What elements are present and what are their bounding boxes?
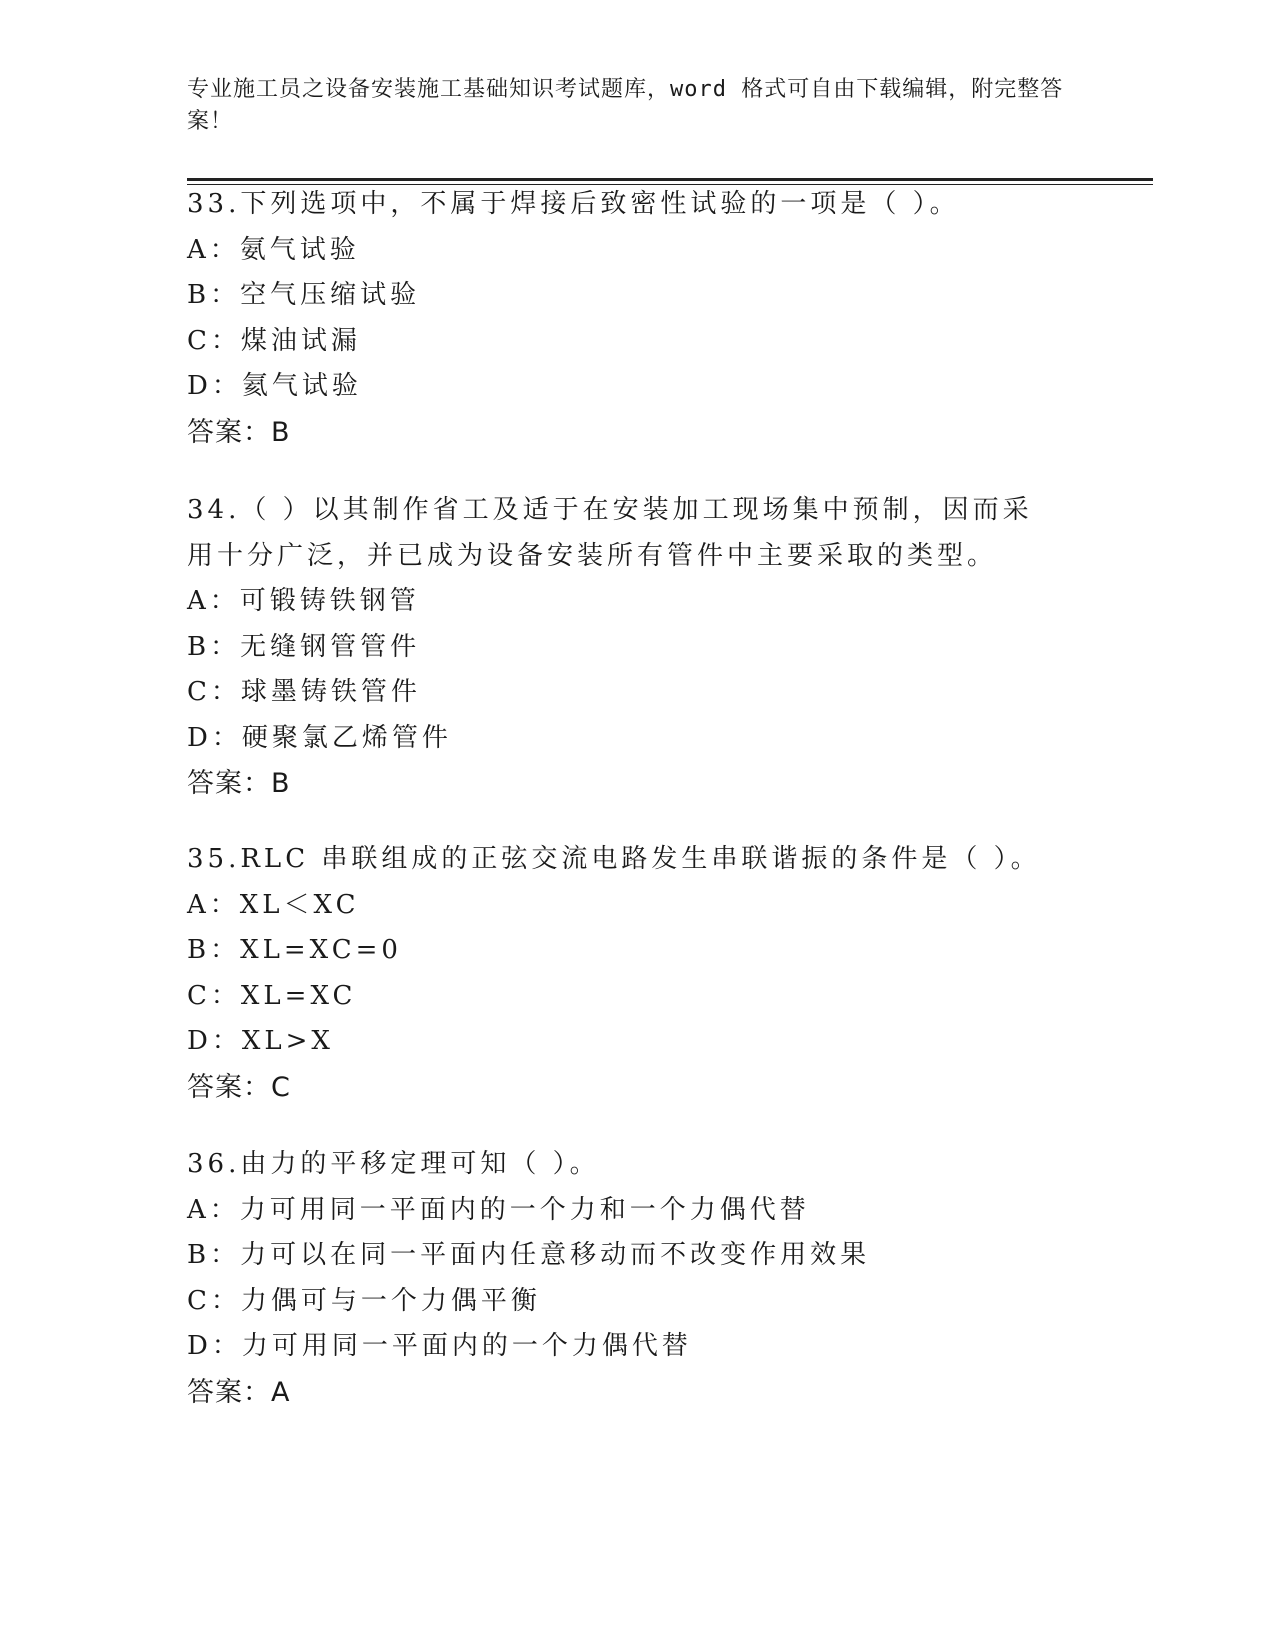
option-a: A：XL＜XC bbox=[187, 889, 360, 920]
option-b: B：无缝钢管管件 bbox=[187, 631, 421, 662]
option-b: B：力可以在同一平面内任意移动而不改变作用效果 bbox=[187, 1240, 871, 1270]
option-d: D：氦气试验 bbox=[187, 371, 362, 401]
question-36 bbox=[187, 1142, 1067, 1415]
question-35 bbox=[187, 837, 1067, 1110]
question-stem: 35.RLC 串联组成的正弦交流电路发生串联谐振的条件是（ ）。 bbox=[187, 844, 1041, 874]
option-d: D：硬聚氯乙烯管件 bbox=[187, 722, 452, 753]
option-c: C：力偶可与一个力偶平衡 bbox=[187, 1285, 541, 1316]
answer: 答案：B bbox=[187, 416, 291, 448]
option-d: D：力可用同一平面内的一个力偶代替 bbox=[187, 1331, 692, 1361]
option-a: A：氨气试验 bbox=[187, 234, 360, 265]
question-stem: 34.（ ）以其制作省工及适于在安装加工现场集中预制，因而采用十分广泛，并已成为设备安装所有管件中主要采取的类型。 bbox=[187, 495, 1033, 571]
option-d: D：XL>X bbox=[187, 1026, 334, 1056]
question-stem: 33.下列选项中，不属于焊接后致密性试验的一项是（ ）。 bbox=[187, 189, 960, 219]
question-34 bbox=[187, 488, 1067, 807]
header-divider-thick bbox=[187, 178, 1153, 181]
option-c: C：XL=XC bbox=[187, 980, 357, 1011]
question-33 bbox=[187, 182, 1067, 455]
answer: 答案：C bbox=[187, 1071, 291, 1103]
question-stem: 36.由力的平移定理可知（ ）。 bbox=[187, 1149, 600, 1179]
option-a: A：力可用同一平面内的一个力和一个力偶代替 bbox=[187, 1194, 810, 1225]
option-c: C：球墨铸铁管件 bbox=[187, 677, 421, 707]
answer: 答案：A bbox=[187, 1376, 291, 1408]
answer: 答案：B bbox=[187, 768, 291, 799]
option-c: C：煤油试漏 bbox=[187, 325, 361, 356]
document-intro: 专业施工员之设备安装施工基础知识考试题库，word 格式可自由下载编辑，附完整答案！ bbox=[187, 77, 1064, 134]
option-b: B：空气压缩试验 bbox=[187, 280, 421, 310]
option-a: A：可锻铸铁钢管 bbox=[187, 586, 420, 616]
option-b: B：XL=XC=0 bbox=[187, 935, 402, 965]
